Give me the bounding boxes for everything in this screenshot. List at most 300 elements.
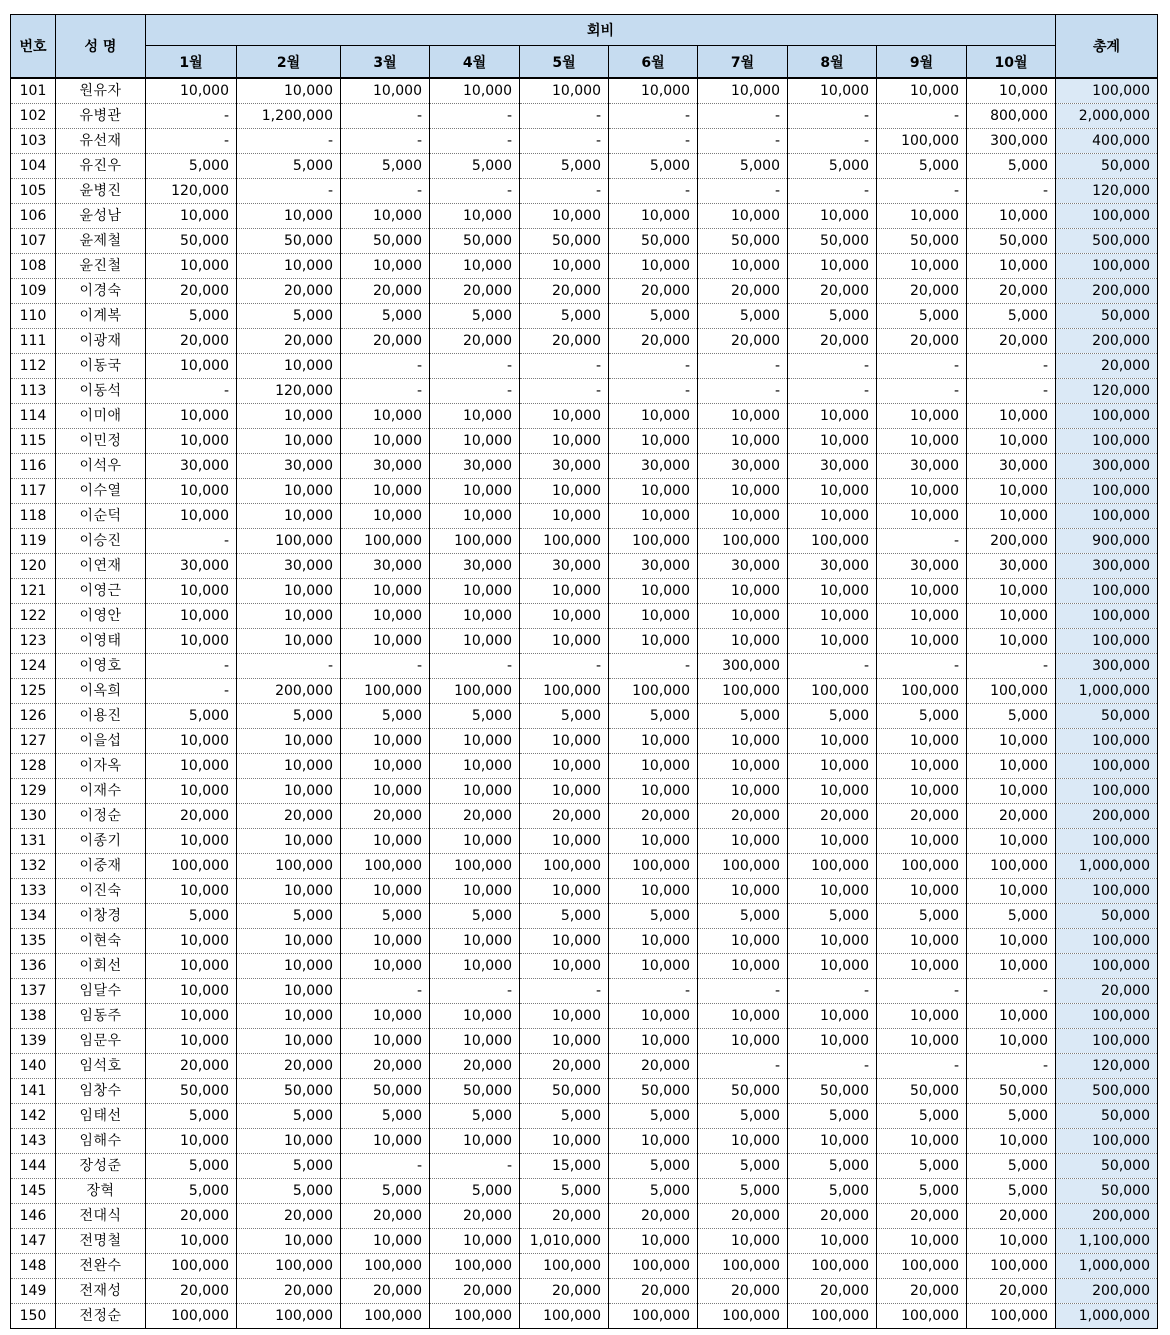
table-row <box>11 1029 1158 1054</box>
month-7-cell: 5,000 <box>698 1104 788 1129</box>
month-7-cell: - <box>698 979 788 1004</box>
table-row <box>11 204 1158 229</box>
table-row <box>11 904 1158 929</box>
month-7-cell: 10,000 <box>698 779 788 804</box>
total-cell: 100,000 <box>1056 829 1158 854</box>
total-cell: 300,000 <box>1056 654 1158 679</box>
month-4-cell: - <box>430 379 520 404</box>
month-8-cell: 20,000 <box>788 1279 877 1304</box>
number-cell: 128 <box>11 754 56 779</box>
month-4-cell: 10,000 <box>430 504 520 529</box>
number-cell: 108 <box>11 254 56 279</box>
month-3-cell: 20,000 <box>341 279 430 304</box>
month-8-cell: 50,000 <box>788 229 877 254</box>
number-cell: 148 <box>11 1254 56 1279</box>
month-6-cell: - <box>609 104 698 129</box>
month-2-cell: 20,000 <box>237 1054 341 1079</box>
table-row <box>11 679 1158 704</box>
month-8-cell: 5,000 <box>788 154 877 179</box>
month-6-cell: 100,000 <box>609 529 698 554</box>
month-6-cell: 50,000 <box>609 1079 698 1104</box>
month-5-cell: - <box>520 129 609 154</box>
number-cell: 103 <box>11 129 56 154</box>
number-cell: 141 <box>11 1079 56 1104</box>
table-row <box>11 429 1158 454</box>
month-10-cell: 300,000 <box>967 129 1056 154</box>
month-1-cell: 100,000 <box>146 1254 237 1279</box>
month-10-cell: 10,000 <box>967 1029 1056 1054</box>
month-6-cell: 10,000 <box>609 78 698 104</box>
month-4-cell: 5,000 <box>430 1179 520 1204</box>
month-7-cell: 10,000 <box>698 78 788 104</box>
total-cell: 50,000 <box>1056 154 1158 179</box>
header-month-1: 1월 <box>146 46 237 79</box>
month-5-cell: 10,000 <box>520 579 609 604</box>
month-9-cell: - <box>877 1054 967 1079</box>
name-cell: 이계복 <box>56 304 146 329</box>
month-9-cell: - <box>877 379 967 404</box>
name-cell: 이정순 <box>56 804 146 829</box>
month-9-cell: 10,000 <box>877 404 967 429</box>
month-2-cell: 30,000 <box>237 454 341 479</box>
month-10-cell: 10,000 <box>967 78 1056 104</box>
month-4-cell: - <box>430 654 520 679</box>
total-cell: 20,000 <box>1056 354 1158 379</box>
month-7-cell: 5,000 <box>698 304 788 329</box>
month-8-cell: 5,000 <box>788 1154 877 1179</box>
month-10-cell: - <box>967 979 1056 1004</box>
month-2-cell: 10,000 <box>237 254 341 279</box>
name-cell: 이영근 <box>56 579 146 604</box>
total-cell: 100,000 <box>1056 404 1158 429</box>
month-6-cell: 5,000 <box>609 304 698 329</box>
month-9-cell: 5,000 <box>877 304 967 329</box>
month-1-cell: 5,000 <box>146 904 237 929</box>
month-3-cell: 10,000 <box>341 779 430 804</box>
month-7-cell: 100,000 <box>698 1254 788 1279</box>
month-8-cell: 10,000 <box>788 1229 877 1254</box>
month-2-cell: 100,000 <box>237 854 341 879</box>
month-3-cell: 5,000 <box>341 904 430 929</box>
name-cell: 전재성 <box>56 1279 146 1304</box>
month-6-cell: 10,000 <box>609 1229 698 1254</box>
month-3-cell: 20,000 <box>341 804 430 829</box>
month-9-cell: 10,000 <box>877 929 967 954</box>
month-3-cell: - <box>341 379 430 404</box>
month-2-cell: 50,000 <box>237 229 341 254</box>
month-6-cell: 30,000 <box>609 454 698 479</box>
month-10-cell: 5,000 <box>967 704 1056 729</box>
month-8-cell: 5,000 <box>788 704 877 729</box>
month-2-cell: 10,000 <box>237 629 341 654</box>
month-3-cell: 5,000 <box>341 1179 430 1204</box>
month-10-cell: 10,000 <box>967 729 1056 754</box>
name-cell: 임문우 <box>56 1029 146 1054</box>
month-8-cell: 10,000 <box>788 1004 877 1029</box>
header-month-5: 5월 <box>520 46 609 79</box>
month-9-cell: 100,000 <box>877 854 967 879</box>
number-cell: 105 <box>11 179 56 204</box>
month-3-cell: 30,000 <box>341 454 430 479</box>
name-cell: 이창경 <box>56 904 146 929</box>
number-cell: 106 <box>11 204 56 229</box>
table-row <box>11 154 1158 179</box>
name-cell: 이현숙 <box>56 929 146 954</box>
number-cell: 132 <box>11 854 56 879</box>
month-4-cell: 5,000 <box>430 304 520 329</box>
month-10-cell: 20,000 <box>967 804 1056 829</box>
month-2-cell: 10,000 <box>237 504 341 529</box>
month-9-cell: 5,000 <box>877 154 967 179</box>
month-3-cell: 10,000 <box>341 579 430 604</box>
number-cell: 145 <box>11 1179 56 1204</box>
month-9-cell: 10,000 <box>877 954 967 979</box>
name-cell: 임동주 <box>56 1004 146 1029</box>
total-cell: 100,000 <box>1056 1029 1158 1054</box>
number-cell: 119 <box>11 529 56 554</box>
month-9-cell: - <box>877 354 967 379</box>
total-cell: 100,000 <box>1056 78 1158 104</box>
month-6-cell: 10,000 <box>609 879 698 904</box>
month-4-cell: 100,000 <box>430 1254 520 1279</box>
month-6-cell: 10,000 <box>609 604 698 629</box>
table-row <box>11 604 1158 629</box>
total-cell: 100,000 <box>1056 779 1158 804</box>
month-4-cell: - <box>430 129 520 154</box>
month-10-cell: 200,000 <box>967 529 1056 554</box>
month-10-cell: 10,000 <box>967 604 1056 629</box>
header-name: 성 명 <box>56 15 146 79</box>
month-4-cell: 5,000 <box>430 704 520 729</box>
month-1-cell: 10,000 <box>146 929 237 954</box>
month-9-cell: 100,000 <box>877 679 967 704</box>
month-2-cell: 5,000 <box>237 1104 341 1129</box>
number-cell: 139 <box>11 1029 56 1054</box>
month-3-cell: 10,000 <box>341 404 430 429</box>
name-cell: 임해수 <box>56 1129 146 1154</box>
number-cell: 135 <box>11 929 56 954</box>
number-cell: 120 <box>11 554 56 579</box>
name-cell: 윤진철 <box>56 254 146 279</box>
month-3-cell: 10,000 <box>341 954 430 979</box>
month-7-cell: 10,000 <box>698 429 788 454</box>
month-7-cell: - <box>698 1054 788 1079</box>
month-6-cell: 10,000 <box>609 204 698 229</box>
month-9-cell: 30,000 <box>877 454 967 479</box>
month-6-cell: 10,000 <box>609 754 698 779</box>
month-6-cell: - <box>609 129 698 154</box>
number-cell: 136 <box>11 954 56 979</box>
month-9-cell: 5,000 <box>877 1154 967 1179</box>
month-10-cell: 10,000 <box>967 429 1056 454</box>
month-6-cell: 10,000 <box>609 1129 698 1154</box>
name-cell: 윤병진 <box>56 179 146 204</box>
month-2-cell: 10,000 <box>237 779 341 804</box>
month-2-cell: 20,000 <box>237 1204 341 1229</box>
month-5-cell: 20,000 <box>520 329 609 354</box>
month-3-cell: 10,000 <box>341 929 430 954</box>
month-4-cell: 20,000 <box>430 279 520 304</box>
month-5-cell: 10,000 <box>520 504 609 529</box>
month-1-cell: 10,000 <box>146 579 237 604</box>
number-cell: 123 <box>11 629 56 654</box>
month-8-cell: 10,000 <box>788 929 877 954</box>
month-9-cell: 10,000 <box>877 254 967 279</box>
month-6-cell: 5,000 <box>609 704 698 729</box>
month-2-cell: 20,000 <box>237 804 341 829</box>
month-6-cell: 5,000 <box>609 1104 698 1129</box>
header-total: 총계 <box>1056 15 1158 79</box>
name-cell: 이승진 <box>56 529 146 554</box>
table-row <box>11 304 1158 329</box>
month-8-cell: - <box>788 654 877 679</box>
month-8-cell: 100,000 <box>788 529 877 554</box>
month-5-cell: - <box>520 354 609 379</box>
month-5-cell: 15,000 <box>520 1154 609 1179</box>
month-8-cell: - <box>788 104 877 129</box>
month-6-cell: 10,000 <box>609 429 698 454</box>
table-row <box>11 929 1158 954</box>
month-8-cell: 5,000 <box>788 1104 877 1129</box>
month-2-cell: 100,000 <box>237 1304 341 1329</box>
table-row <box>11 329 1158 354</box>
month-7-cell: 10,000 <box>698 604 788 629</box>
month-3-cell: - <box>341 104 430 129</box>
name-cell: 임달수 <box>56 979 146 1004</box>
month-9-cell: - <box>877 979 967 1004</box>
total-cell: 400,000 <box>1056 129 1158 154</box>
month-2-cell: 10,000 <box>237 1029 341 1054</box>
month-6-cell: 20,000 <box>609 329 698 354</box>
month-10-cell: 10,000 <box>967 1129 1056 1154</box>
month-3-cell: 10,000 <box>341 479 430 504</box>
month-4-cell: 100,000 <box>430 1304 520 1329</box>
month-10-cell: 5,000 <box>967 904 1056 929</box>
month-4-cell: 10,000 <box>430 779 520 804</box>
month-1-cell: 50,000 <box>146 1079 237 1104</box>
number-cell: 130 <box>11 804 56 829</box>
name-cell: 원유자 <box>56 78 146 104</box>
number-cell: 102 <box>11 104 56 129</box>
month-8-cell: 30,000 <box>788 454 877 479</box>
month-9-cell: 50,000 <box>877 229 967 254</box>
month-10-cell: 20,000 <box>967 1204 1056 1229</box>
month-4-cell: 5,000 <box>430 154 520 179</box>
month-2-cell: 10,000 <box>237 1229 341 1254</box>
month-7-cell: - <box>698 179 788 204</box>
month-8-cell: 20,000 <box>788 279 877 304</box>
month-6-cell: 10,000 <box>609 729 698 754</box>
month-10-cell: 100,000 <box>967 854 1056 879</box>
month-7-cell: - <box>698 379 788 404</box>
month-2-cell: 5,000 <box>237 1154 341 1179</box>
month-7-cell: 100,000 <box>698 854 788 879</box>
month-3-cell: 10,000 <box>341 729 430 754</box>
month-7-cell: 30,000 <box>698 454 788 479</box>
month-4-cell: 10,000 <box>430 1229 520 1254</box>
month-5-cell: - <box>520 104 609 129</box>
total-cell: 100,000 <box>1056 504 1158 529</box>
month-1-cell: - <box>146 379 237 404</box>
month-8-cell: 10,000 <box>788 404 877 429</box>
number-cell: 116 <box>11 454 56 479</box>
month-4-cell: 10,000 <box>430 604 520 629</box>
month-2-cell: 10,000 <box>237 954 341 979</box>
month-4-cell: 10,000 <box>430 479 520 504</box>
number-cell: 115 <box>11 429 56 454</box>
month-7-cell: 5,000 <box>698 1179 788 1204</box>
month-10-cell: 10,000 <box>967 579 1056 604</box>
name-cell: 이영호 <box>56 654 146 679</box>
month-1-cell: 20,000 <box>146 279 237 304</box>
month-8-cell: 50,000 <box>788 1079 877 1104</box>
table-row <box>11 1204 1158 1229</box>
month-7-cell: 50,000 <box>698 1079 788 1104</box>
month-3-cell: 10,000 <box>341 604 430 629</box>
month-1-cell: 20,000 <box>146 329 237 354</box>
month-10-cell: 10,000 <box>967 754 1056 779</box>
month-2-cell: 10,000 <box>237 354 341 379</box>
month-7-cell: 5,000 <box>698 904 788 929</box>
month-8-cell: 10,000 <box>788 879 877 904</box>
month-5-cell: 30,000 <box>520 454 609 479</box>
month-9-cell: 20,000 <box>877 804 967 829</box>
month-4-cell: 10,000 <box>430 254 520 279</box>
month-9-cell: 10,000 <box>877 1229 967 1254</box>
month-2-cell: 5,000 <box>237 904 341 929</box>
month-9-cell: 10,000 <box>877 604 967 629</box>
total-cell: 100,000 <box>1056 1129 1158 1154</box>
month-2-cell: 10,000 <box>237 754 341 779</box>
name-cell: 윤제철 <box>56 229 146 254</box>
name-cell: 임창수 <box>56 1079 146 1104</box>
name-cell: 이용진 <box>56 704 146 729</box>
number-cell: 107 <box>11 229 56 254</box>
total-cell: 100,000 <box>1056 254 1158 279</box>
month-1-cell: - <box>146 679 237 704</box>
month-8-cell: 10,000 <box>788 604 877 629</box>
month-1-cell: 10,000 <box>146 204 237 229</box>
table-row <box>11 979 1158 1004</box>
total-cell: 1,000,000 <box>1056 1254 1158 1279</box>
month-10-cell: 30,000 <box>967 454 1056 479</box>
month-7-cell: 10,000 <box>698 954 788 979</box>
month-5-cell: 100,000 <box>520 854 609 879</box>
name-cell: 전대식 <box>56 1204 146 1229</box>
month-3-cell: 10,000 <box>341 754 430 779</box>
number-cell: 134 <box>11 904 56 929</box>
month-9-cell: 10,000 <box>877 729 967 754</box>
name-cell: 이회선 <box>56 954 146 979</box>
month-1-cell: 10,000 <box>146 78 237 104</box>
month-9-cell: 10,000 <box>877 479 967 504</box>
month-3-cell: 10,000 <box>341 1004 430 1029</box>
month-7-cell: - <box>698 354 788 379</box>
number-cell: 144 <box>11 1154 56 1179</box>
month-3-cell: 20,000 <box>341 329 430 354</box>
month-5-cell: 10,000 <box>520 729 609 754</box>
name-cell: 장혁 <box>56 1179 146 1204</box>
month-8-cell: 10,000 <box>788 729 877 754</box>
month-9-cell: 50,000 <box>877 1079 967 1104</box>
table-row <box>11 279 1158 304</box>
month-8-cell: 100,000 <box>788 854 877 879</box>
month-1-cell: 10,000 <box>146 629 237 654</box>
month-2-cell: 10,000 <box>237 1129 341 1154</box>
month-2-cell: 30,000 <box>237 554 341 579</box>
total-cell: 100,000 <box>1056 479 1158 504</box>
month-7-cell: 10,000 <box>698 929 788 954</box>
month-5-cell: 10,000 <box>520 604 609 629</box>
month-5-cell: 10,000 <box>520 479 609 504</box>
month-1-cell: 20,000 <box>146 804 237 829</box>
month-5-cell: 1,010,000 <box>520 1229 609 1254</box>
name-cell: 유선재 <box>56 129 146 154</box>
month-4-cell: 20,000 <box>430 804 520 829</box>
total-cell: 120,000 <box>1056 1054 1158 1079</box>
table-row <box>11 404 1158 429</box>
month-5-cell: 10,000 <box>520 829 609 854</box>
month-1-cell: 20,000 <box>146 1204 237 1229</box>
month-6-cell: 10,000 <box>609 929 698 954</box>
month-4-cell: 10,000 <box>430 1004 520 1029</box>
month-2-cell: 100,000 <box>237 1254 341 1279</box>
total-cell: 50,000 <box>1056 904 1158 929</box>
month-6-cell: 20,000 <box>609 804 698 829</box>
table-row <box>11 104 1158 129</box>
month-7-cell: 10,000 <box>698 254 788 279</box>
month-3-cell: - <box>341 979 430 1004</box>
table-row <box>11 1079 1158 1104</box>
month-10-cell: 20,000 <box>967 1279 1056 1304</box>
number-cell: 121 <box>11 579 56 604</box>
month-3-cell: 5,000 <box>341 304 430 329</box>
month-10-cell: 10,000 <box>967 629 1056 654</box>
month-5-cell: 20,000 <box>520 1204 609 1229</box>
table-row <box>11 804 1158 829</box>
month-7-cell: 100,000 <box>698 679 788 704</box>
month-10-cell: 10,000 <box>967 1004 1056 1029</box>
number-cell: 111 <box>11 329 56 354</box>
month-2-cell: 10,000 <box>237 1004 341 1029</box>
total-cell: 50,000 <box>1056 304 1158 329</box>
month-8-cell: - <box>788 1054 877 1079</box>
month-8-cell: - <box>788 129 877 154</box>
total-cell: 500,000 <box>1056 229 1158 254</box>
month-4-cell: - <box>430 1154 520 1179</box>
month-10-cell: 5,000 <box>967 154 1056 179</box>
month-8-cell: 10,000 <box>788 1129 877 1154</box>
month-5-cell: 10,000 <box>520 1129 609 1154</box>
month-10-cell: 30,000 <box>967 554 1056 579</box>
month-4-cell: - <box>430 979 520 1004</box>
number-cell: 124 <box>11 654 56 679</box>
month-2-cell: 100,000 <box>237 529 341 554</box>
month-4-cell: 10,000 <box>430 579 520 604</box>
month-10-cell: 800,000 <box>967 104 1056 129</box>
name-cell: 윤성남 <box>56 204 146 229</box>
month-1-cell: - <box>146 104 237 129</box>
month-9-cell: 20,000 <box>877 1204 967 1229</box>
month-3-cell: 10,000 <box>341 429 430 454</box>
month-2-cell: 5,000 <box>237 704 341 729</box>
month-1-cell: 10,000 <box>146 404 237 429</box>
total-cell: 100,000 <box>1056 729 1158 754</box>
header-month-6: 6월 <box>609 46 698 79</box>
total-cell: 50,000 <box>1056 1179 1158 1204</box>
month-6-cell: 10,000 <box>609 579 698 604</box>
month-10-cell: 10,000 <box>967 829 1056 854</box>
